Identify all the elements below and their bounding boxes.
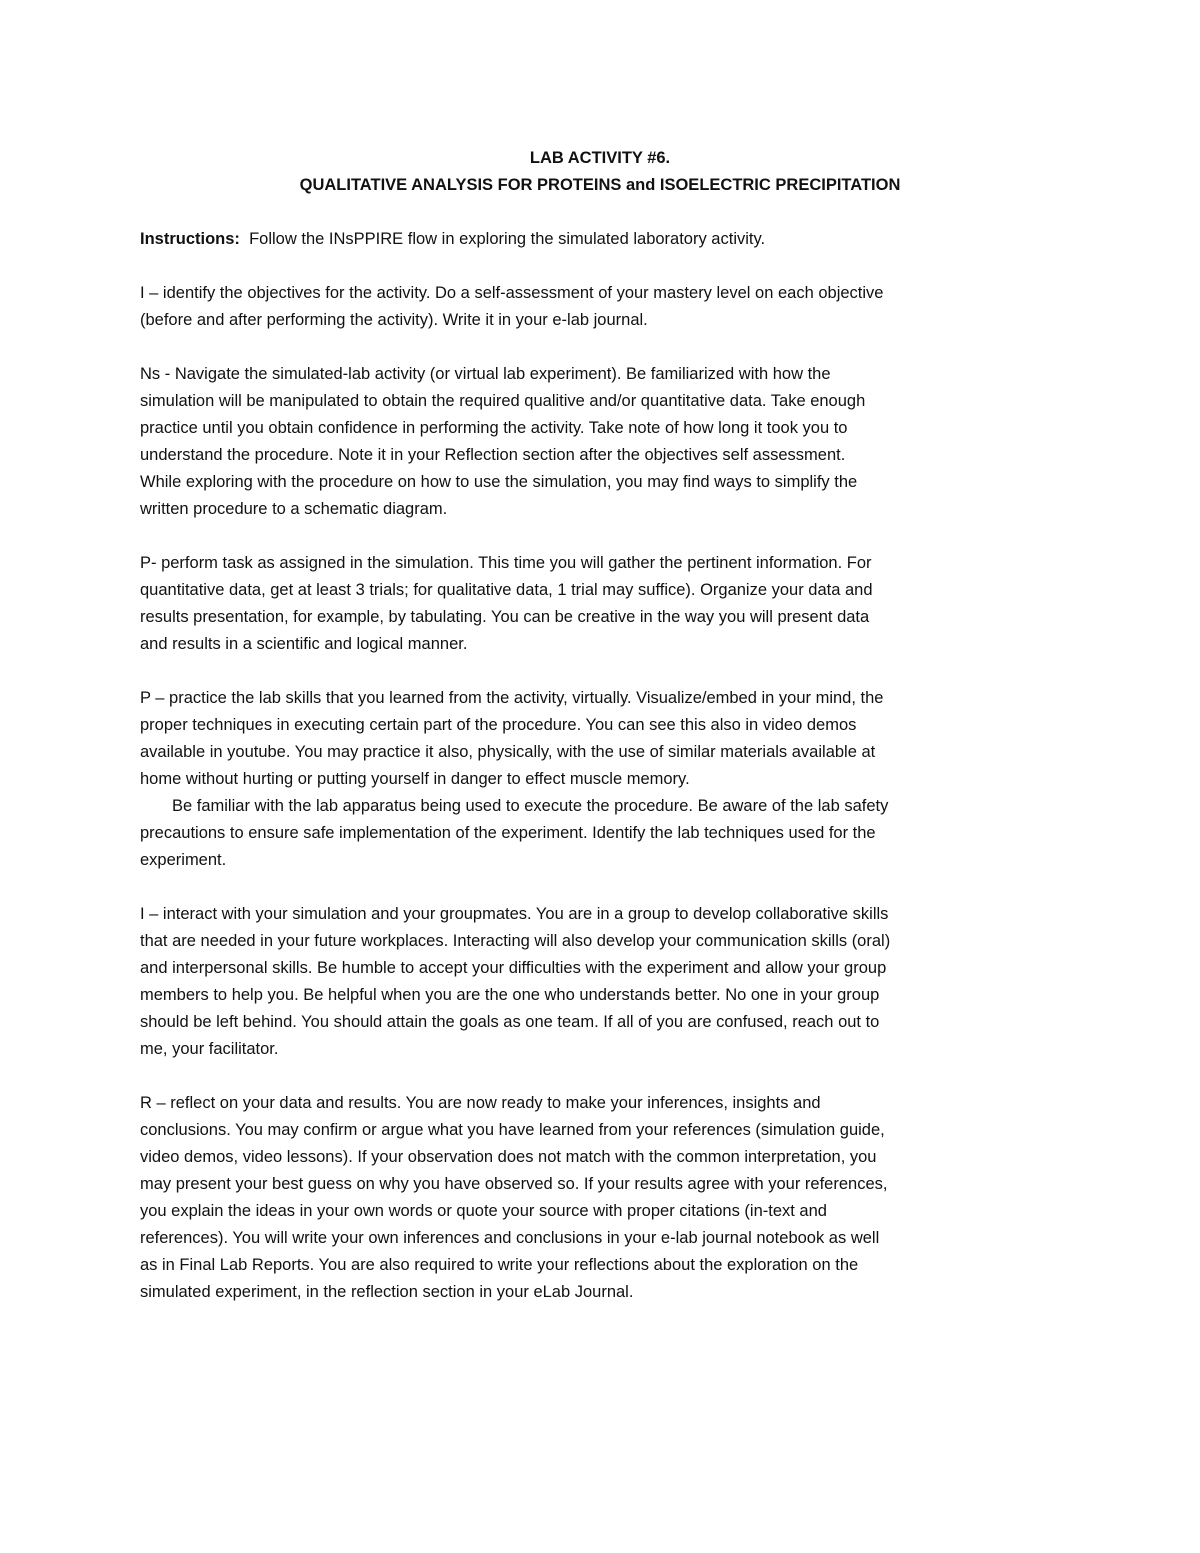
navigate-paragraph: Ns - Navigate the simulated-lab activity (or virtual lab experiment). Be familiarized with how the simulation will be manipulated to obtain the required qualitive and/or quantitative data. Take enough practice until you obtain confidence in performing the activity. Take note of how long it took you to understand the procedure. Note it in your Reflection section after the objectives self assessment. While exploring with the procedure on how to use the simulation, you may find ways to simplify the written procedure to a schematic diagram. bbox=[140, 365, 866, 518]
document-title: LAB ACTIVITY #6. bbox=[529, 149, 671, 167]
document-subtitle: QUALITATIVE ANALYSIS FOR PROTEINS and ISOELECTRIC PRECIPITATION bbox=[299, 176, 901, 194]
instructions-paragraph bbox=[140, 226, 1060, 253]
practice-paragraph: P – practice the lab skills that you learned from the activity, virtually. Visualize/embed in your mind, the proper techniques in executing certain part of the procedure. You can see this also in video demos available in youtube. You may practice it also, physically, with the use of similar materials available at home without hurting or putting yourself in danger to effect muscle memory. bbox=[140, 689, 884, 788]
instructions-label: Instructions: bbox=[140, 230, 240, 248]
practice-continued-paragraph: Be familiar with the lab apparatus being used to execute the procedure. Be aware of the lab safety precautions to ensure safe implementation of the experiment. Identify the lab techniques used for the experiment. bbox=[140, 797, 889, 869]
perform-paragraph: P- perform task as assigned in the simulation. This time you will gather the pertinent information. For quantitative data, get at least 3 trials; for qualitative data, 1 trial may suffice). Organize your data and results presentation, for example, by tabulating. You can be creative in the way you will present data and results in a scientific and logical manner. bbox=[140, 554, 873, 653]
reflect-paragraph: R – reflect on your data and results. You are now ready to make your inferences, insights and conclusions. You may confirm or argue what you have learned from your references (simulation guide, video demos, video lessons). If your observation does not match with the common interpretation, you may present your best guess on why you have observed so. If your results agree with your references, you explain the ideas in your own words or quote your source with proper citations (in-text and references). You will write your own inferences and conclusions in your e-lab journal notebook as well as in Final Lab Reports. You are also required to write your reflections about the exploration on the simulated experiment, in the reflection section in your eLab Journal. bbox=[140, 1094, 888, 1301]
instructions-text: Follow the INsPPIRE flow in exploring the simulated laboratory activity. bbox=[249, 230, 766, 248]
interact-paragraph: I – interact with your simulation and your groupmates. You are in a group to develop collaborative skills that are needed in your future workplaces. Interacting will also develop your communication skills (oral) and interpersonal skills. Be humble to accept your difficulties with the experiment and allow your group members to help you. Be helpful when you are the one who understands better. No one in your group should be left behind. You should attain the goals as one team. If all of you are confused, reach out to me, your facilitator. bbox=[140, 905, 891, 1058]
identify-paragraph: I – identify the objectives for the activity. Do a self-assessment of your mastery level on each objective (before and after performing the activity). Write it in your e-lab journal. bbox=[140, 284, 884, 329]
